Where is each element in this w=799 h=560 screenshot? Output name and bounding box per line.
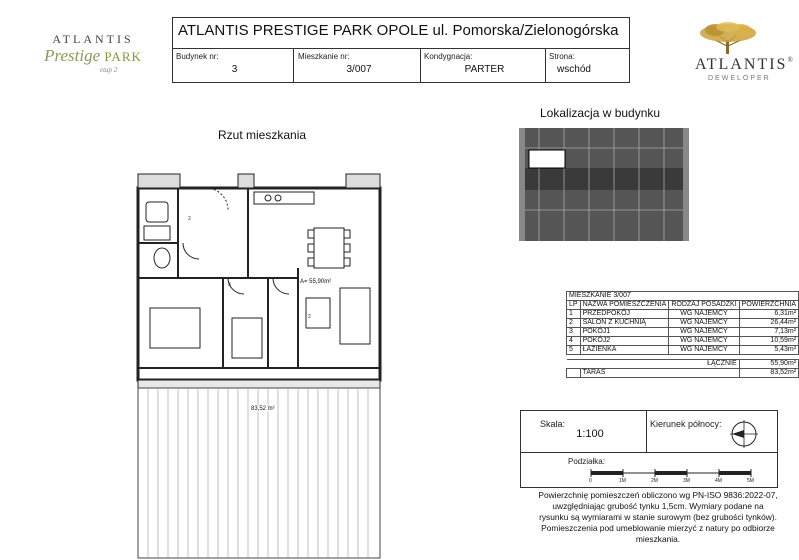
rooms-table-header-cell: RODZAJ POSADZKI (669, 301, 739, 310)
logo-left-etap: etap 2 (100, 66, 118, 74)
area-calculation-note: Powierzchnię pomieszczeń obliczono wg PN-ISO 9836:2022-07, uwzględniając grubość tynku 1,5cm. Wymiary podane na rysunku są wymiarami w stanie surowym (bez grubości tynków). Pomieszczenia pod umeblowanie mierzyć z natury po odbiorze mieszkania. (538, 490, 778, 544)
svg-text:3: 3 (228, 282, 231, 288)
rooms-table-header (567, 301, 799, 310)
scalebar-tick: 5M (747, 478, 754, 484)
logo-right-name (695, 56, 795, 74)
room-lp: 3 (567, 328, 581, 337)
logo-right-sub: DEWELOPER (708, 75, 771, 82)
header-col-divider-3 (545, 48, 546, 83)
rooms-terrace-label: TARAS (580, 369, 739, 378)
room-name: PRZEDPOKÓJ (580, 310, 669, 319)
logo-right-reg: ® (787, 56, 795, 64)
room-floor: WG NAJEMCY (669, 328, 739, 337)
rooms-terrace-row (567, 369, 799, 378)
apartment-value: 3/007 (346, 64, 372, 75)
rooms-table-header-cell: LP (567, 301, 581, 310)
floor-plan-drawing (128, 168, 390, 390)
terrace-hatch (138, 388, 380, 558)
header-divider (172, 48, 630, 49)
room-area: 26,44m² (739, 319, 798, 328)
building-location-map (519, 128, 689, 241)
svg-text:2: 2 (308, 314, 311, 320)
north-label: Kierunek północy: (650, 419, 722, 429)
rooms-total-value: 55,90m² (739, 360, 798, 369)
logo-left-line2 (38, 46, 148, 66)
location-title: Lokalizacja w budynku (540, 106, 661, 120)
tree-icon (693, 20, 763, 56)
room-floor: WG NAJEMCY (669, 319, 739, 328)
table-row (567, 319, 799, 328)
scale-box-divider (646, 410, 647, 452)
rooms-table-header-cell: NAZWA POMIESZCZENIA (580, 301, 669, 310)
room-area: 7,13m² (739, 328, 798, 337)
scalebar-tick: 4M (715, 478, 722, 484)
room-lp: 4 (567, 337, 581, 346)
scale-label: Skala: (540, 419, 566, 429)
area-label: A= 55,90m² (300, 279, 332, 285)
rooms-terrace-value: 83,52m² (739, 369, 798, 378)
room-floor: WG NAJEMCY (669, 346, 739, 355)
logo-left-caps: PARK (104, 49, 142, 64)
building-value: 3 (231, 64, 238, 75)
rooms-table-caption-row (567, 292, 799, 301)
room-area: 6,31m² (739, 310, 798, 319)
page-title: ATLANTIS PRESTIGE PARK OPOLE ul. Pomorska/Zielonogórska (178, 22, 619, 39)
terrace-area-label: 83,52 m² (251, 406, 275, 412)
scalebar-tick: 2M (651, 478, 658, 484)
scalebar-graphic (590, 468, 760, 478)
rooms-table-header-cell: POWIERZCHNIA (739, 301, 798, 310)
rooms-table-caption: MIESZKANIE 3/007 (567, 292, 799, 301)
scale-box-hdivider (520, 452, 778, 453)
table-row (567, 310, 799, 319)
table-row (567, 337, 799, 346)
north-arrow-icon (728, 418, 760, 450)
rooms-table (566, 291, 799, 378)
building-label: Budynek nr: (176, 52, 219, 61)
table-row (567, 328, 799, 337)
room-name: SALON Z KUCHNIĄ (580, 319, 669, 328)
scalebar-label: Podziałka: (568, 457, 605, 466)
plan-title: Rzut mieszkania (218, 128, 307, 142)
logo-right-name-text: ATLANTIS (695, 56, 788, 73)
header-col-divider-1 (293, 48, 294, 83)
room-name: ŁAZIENKA (580, 346, 669, 355)
apartment-label: Mieszkanie nr: (298, 52, 350, 61)
room-area: 5,43m² (739, 346, 798, 355)
scalebar-tick: 1M (619, 478, 626, 484)
room-area: 10,59m² (739, 337, 798, 346)
scalebar-tick: 0 (589, 478, 592, 484)
scalebar-tick: 3M (683, 478, 690, 484)
table-row (567, 346, 799, 355)
side-label: Strona: (549, 52, 575, 61)
side-value: wschód (557, 64, 591, 75)
floor-label: Kondygnacja: (424, 52, 473, 61)
room-lp: 5 (567, 346, 581, 355)
logo-left-line1: ATLANTIS (52, 32, 134, 46)
rooms-total-row (567, 360, 799, 369)
room-name: POKÓJ1 (580, 328, 669, 337)
room-floor: WG NAJEMCY (669, 337, 739, 346)
room-floor: WG NAJEMCY (669, 310, 739, 319)
room-lp: 1 (567, 310, 581, 319)
header-col-divider-2 (420, 48, 421, 83)
logo-left-script: Prestige (44, 46, 101, 65)
svg-text:2: 2 (188, 216, 191, 222)
floor-value: PARTER (464, 64, 505, 75)
room-name: POKÓJ2 (580, 337, 669, 346)
rooms-total-label: ŁĄCZNIE (707, 360, 737, 367)
scale-value: 1:100 (576, 428, 604, 440)
room-lp: 2 (567, 319, 581, 328)
